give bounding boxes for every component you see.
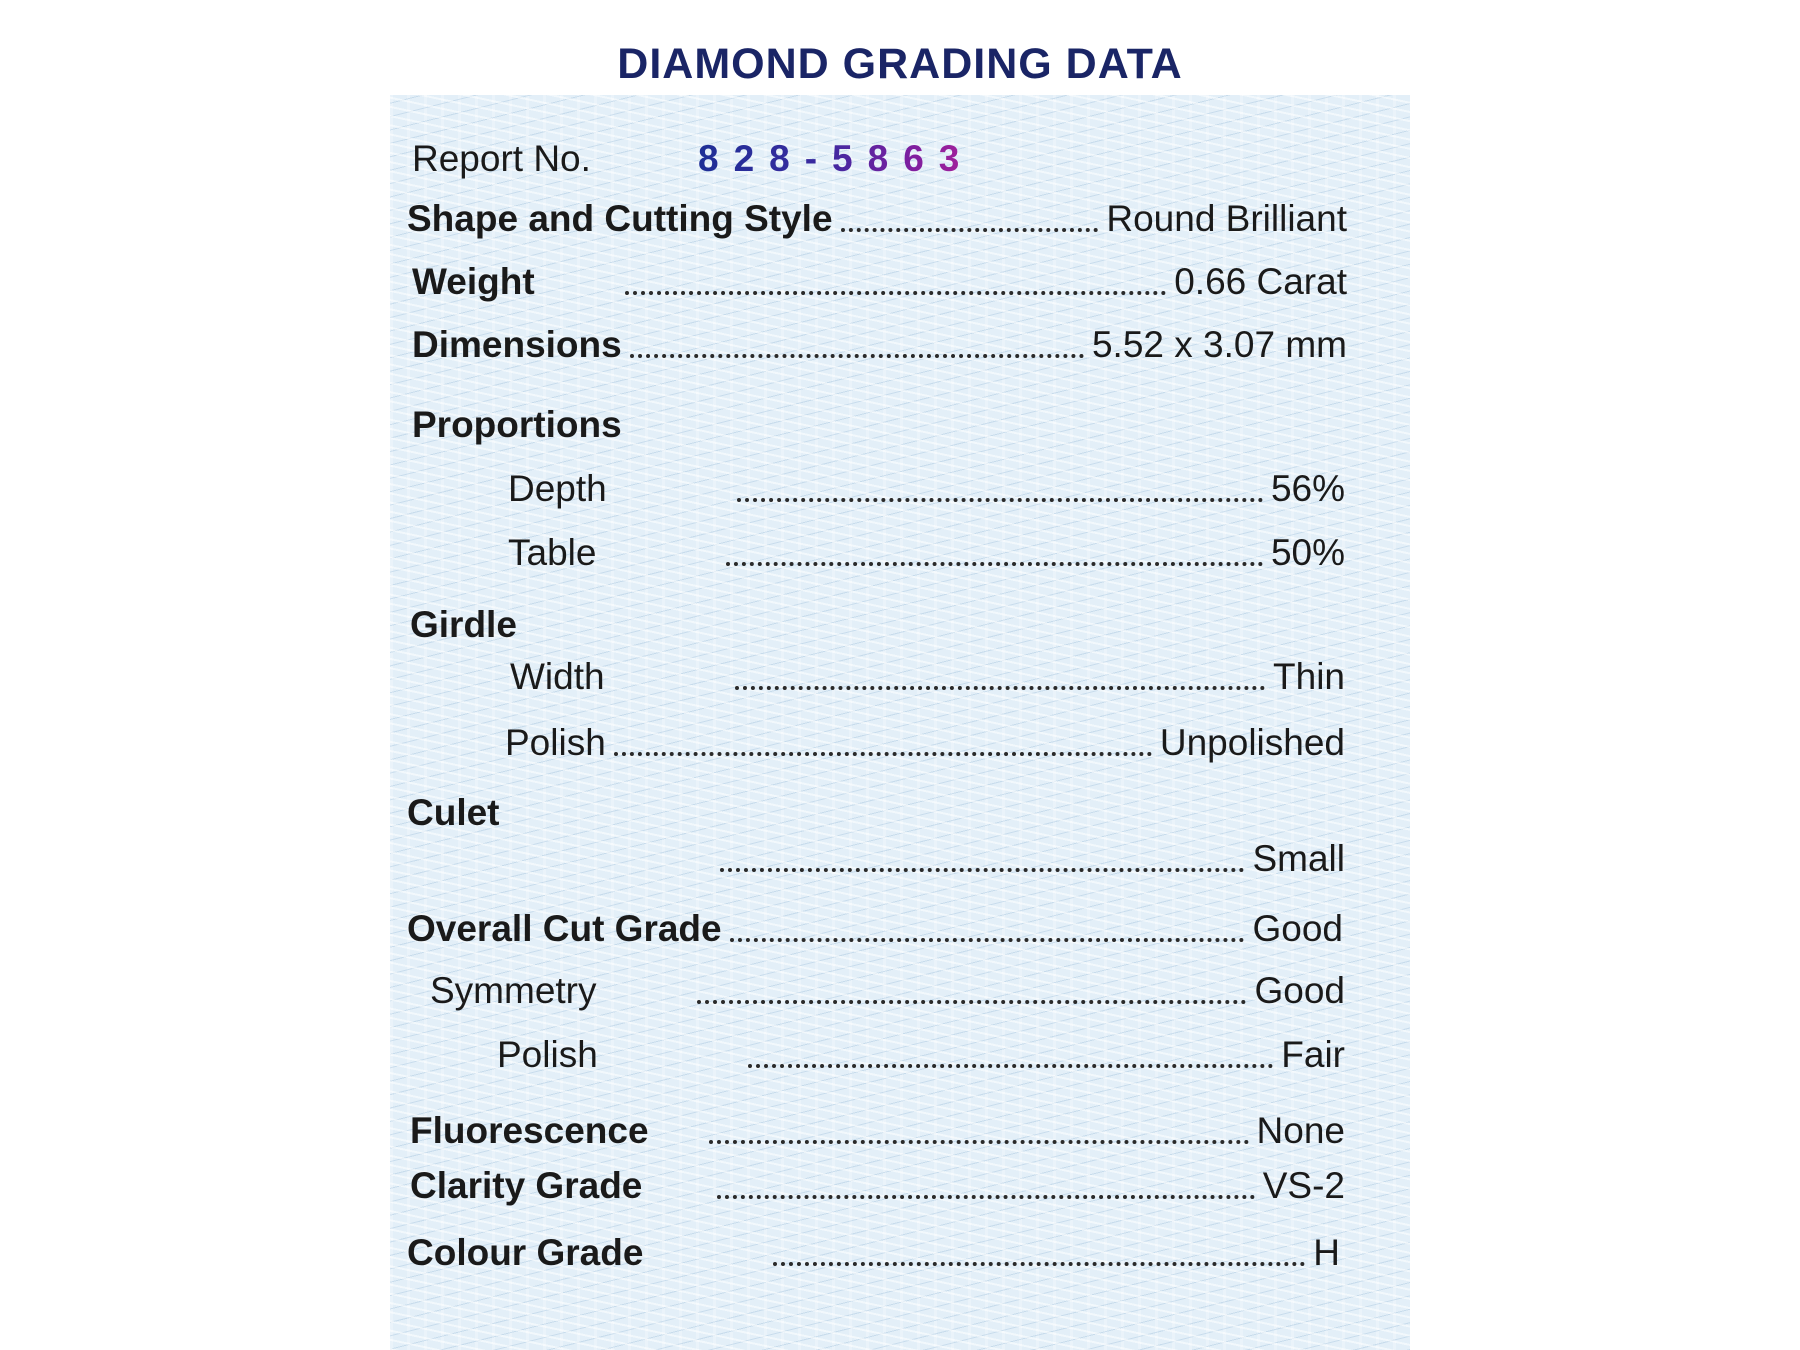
dot-leader: [726, 562, 1262, 566]
dot-leader: [737, 498, 1263, 502]
dot-leader: [709, 1140, 1249, 1144]
dimensions-label: Dimensions: [412, 324, 622, 365]
dot-leader: [614, 752, 1152, 756]
girdle-heading: Girdle: [410, 604, 517, 645]
dot-leader: [841, 228, 1099, 232]
table-value: 50%: [1270, 532, 1345, 573]
weight-label: Weight: [412, 261, 535, 302]
row-dimensions: [412, 322, 1347, 368]
dimensions-value: 5.52 x 3.07 mm: [1091, 324, 1347, 365]
fluorescence-value: None: [1256, 1110, 1345, 1151]
girdle-width-value: Thin: [1273, 656, 1345, 697]
dot-leader: [735, 686, 1265, 690]
row-girdle-width: [510, 654, 1345, 700]
colour-label: Colour Grade: [407, 1232, 644, 1273]
dot-leader: [720, 868, 1244, 872]
row-polish: [497, 1032, 1345, 1078]
girdle-width-label: Width: [510, 656, 605, 697]
row-culet: [720, 836, 1345, 882]
clarity-value: VS-2: [1262, 1165, 1345, 1206]
colour-value: H: [1313, 1232, 1340, 1273]
clarity-label: Clarity Grade: [410, 1165, 643, 1206]
weight-value: 0.66 Carat: [1174, 261, 1347, 302]
row-depth: [508, 466, 1345, 512]
row-colour: [407, 1230, 1340, 1276]
dot-leader: [730, 938, 1245, 942]
symmetry-label: Symmetry: [430, 970, 597, 1011]
dot-leader: [630, 354, 1084, 358]
polish-value: Fair: [1281, 1034, 1345, 1075]
report-number-label: Report No.: [412, 138, 591, 179]
girdle-polish-value: Unpolished: [1159, 722, 1345, 763]
girdle-polish-label: Polish: [505, 722, 606, 763]
row-weight: [412, 259, 1347, 305]
cut-grade-label: Overall Cut Grade: [407, 908, 722, 949]
depth-label: Depth: [508, 468, 607, 509]
symmetry-value: Good: [1254, 970, 1345, 1011]
dot-leader: [717, 1195, 1254, 1199]
culet-heading: Culet: [407, 792, 500, 833]
shape-label: Shape and Cutting Style: [407, 198, 833, 239]
row-fluorescence: [410, 1108, 1345, 1154]
depth-value: 56%: [1270, 468, 1345, 509]
proportions-heading: Proportions: [412, 404, 622, 445]
row-shape: [407, 196, 1347, 242]
dot-leader: [748, 1064, 1273, 1068]
row-girdle-polish: [505, 720, 1345, 766]
culet-value: Small: [1252, 838, 1345, 879]
page-title: DIAMOND GRADING DATA: [617, 40, 1183, 88]
cut-grade-value: Good: [1252, 908, 1343, 949]
table-label: Table: [508, 532, 597, 573]
polish-label: Polish: [497, 1034, 598, 1075]
dot-leader: [773, 1262, 1305, 1266]
row-clarity: [410, 1163, 1345, 1209]
row-table: [508, 530, 1345, 576]
fluorescence-label: Fluorescence: [410, 1110, 649, 1151]
row-cut-grade: [407, 906, 1343, 952]
shape-value: Round Brilliant: [1106, 198, 1347, 239]
dot-leader: [697, 1000, 1247, 1004]
dot-leader: [625, 291, 1167, 295]
row-symmetry: [430, 968, 1345, 1014]
report-number-value: 828-5863: [698, 136, 974, 182]
